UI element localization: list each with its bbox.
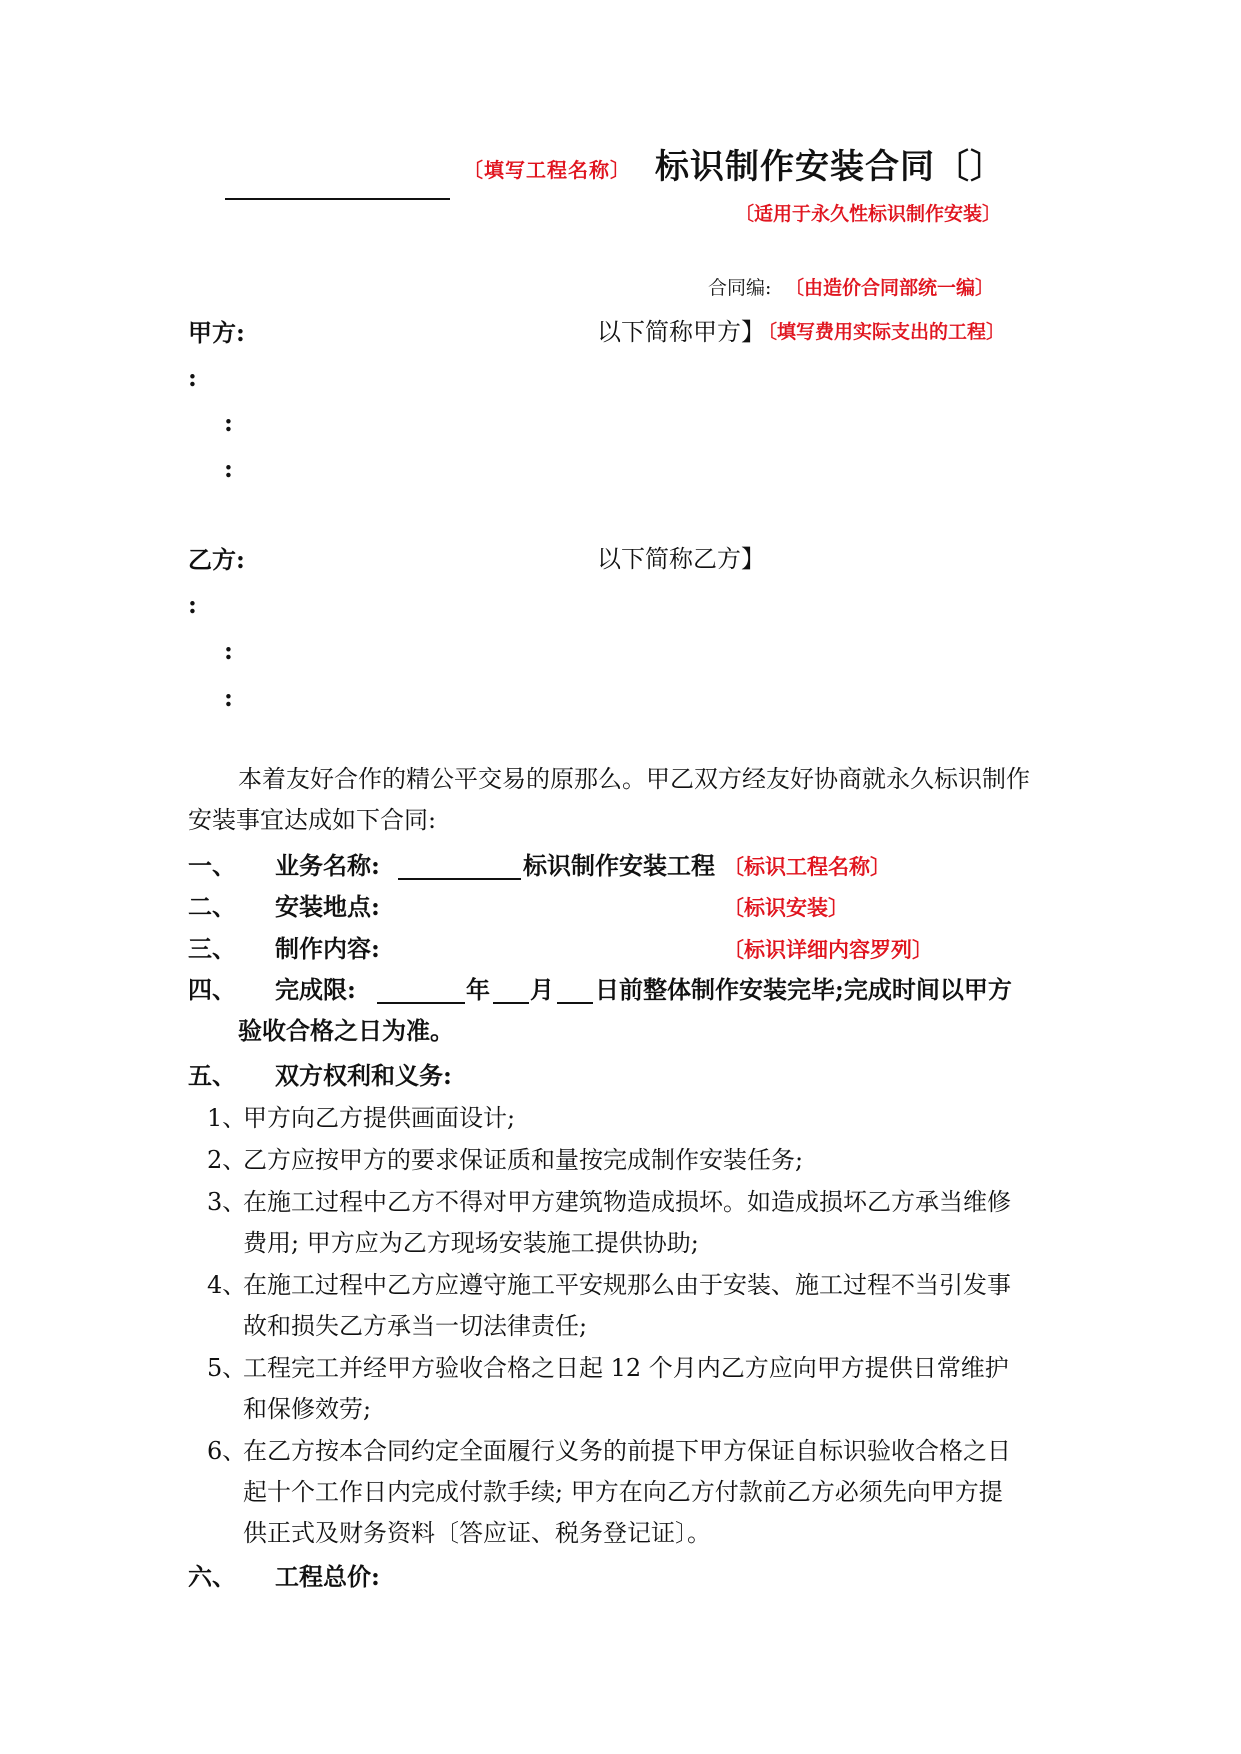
project-name-placeholder: 〔填写工程名称〕 bbox=[463, 158, 631, 182]
section-4-line-2: 验收合格之日为准。 bbox=[238, 1016, 454, 1045]
section-3-number: 三、 bbox=[188, 934, 236, 963]
section-1-number: 一、 bbox=[188, 851, 236, 880]
section-5-label: 双方权利和义务: bbox=[275, 1061, 452, 1090]
intro-line-2: 安装事宜达成如下合同: bbox=[188, 806, 437, 834]
duty-6-number: 6、 bbox=[207, 1437, 247, 1465]
section-1-label: 业务名称: bbox=[275, 851, 380, 880]
duty-3-line-1: 在施工过程中乙方不得对甲方建筑物造成损坏。如造成损坏乙方承当维修 bbox=[243, 1188, 1011, 1216]
duty-2-line-1: 乙方应按甲方的要求保证质和量按完成制作安装任务; bbox=[243, 1146, 804, 1174]
party-b-label: 乙方: bbox=[188, 545, 245, 574]
duty-1-number: 1、 bbox=[207, 1104, 247, 1132]
duty-5-line-1: 工程完工并经甲方验收合格之日起 12 个月内乙方应向甲方提供日常维护 bbox=[243, 1354, 1009, 1382]
section-1-suffix: 标识制作安装工程 bbox=[523, 851, 715, 880]
duty-1-line-1: 甲方向乙方提供画面设计; bbox=[243, 1104, 516, 1132]
section-3-note: 〔标识详细内容罗列〕 bbox=[723, 937, 933, 962]
section-2-number: 二、 bbox=[188, 892, 236, 921]
section-4-label: 完成限: bbox=[275, 975, 356, 1004]
party-b-field-3: : bbox=[224, 683, 233, 712]
section-4-number: 四、 bbox=[188, 975, 236, 1004]
section-1-note: 〔标识工程名称〕 bbox=[723, 854, 891, 879]
party-a-field-3: : bbox=[224, 454, 233, 483]
section-1-blank bbox=[398, 856, 521, 880]
section-4-month: 月 bbox=[530, 975, 554, 1004]
duty-3-number: 3、 bbox=[207, 1188, 247, 1216]
contract-number-note: 〔由造价合同部统一编〕 bbox=[785, 277, 995, 299]
section-3-label: 制作内容: bbox=[275, 934, 380, 963]
section-6-number: 六、 bbox=[188, 1562, 236, 1591]
section-4-month-blank bbox=[493, 980, 529, 1004]
duty-4-line-2: 故和损失乙方承当一切法律责任; bbox=[243, 1312, 588, 1340]
duty-4-line-1: 在施工过程中乙方应遵守施工平安规那么由于安装、施工过程不当引发事 bbox=[243, 1271, 1011, 1299]
section-6-label: 工程总价: bbox=[275, 1562, 380, 1591]
duty-6-line-1: 在乙方按本合同约定全面履行义务的前提下甲方保证自标识验收合格之日 bbox=[243, 1437, 1011, 1465]
section-4-deadline-text: 日前整体制作安装完毕;完成时间以甲方 bbox=[595, 975, 1012, 1004]
subtitle-note: 〔适用于永久性标识制作安装〕 bbox=[735, 203, 1002, 225]
section-2-label: 安装地点: bbox=[275, 892, 380, 921]
duty-4-number: 4、 bbox=[207, 1271, 247, 1299]
section-4-year: 年 bbox=[466, 975, 490, 1004]
intro-line-1: 本着友好合作的精公平交易的原那么。甲乙双方经友好协商就永久标识制作 bbox=[238, 765, 1030, 793]
duty-2-number: 2、 bbox=[207, 1146, 247, 1174]
party-a-field-1: : bbox=[188, 363, 197, 392]
duty-3-line-2: 费用; 甲方应为乙方现场安装施工提供协助; bbox=[243, 1229, 699, 1257]
section-5-number: 五、 bbox=[188, 1061, 236, 1090]
contract-number-label: 合同编: bbox=[708, 277, 772, 299]
party-b-field-1: : bbox=[188, 590, 197, 619]
party-a-label: 甲方: bbox=[188, 318, 245, 347]
party-b-field-2: : bbox=[224, 636, 233, 665]
duty-6-line-2: 起十个工作日内完成付款手续; 甲方在向乙方付款前乙方必须先向甲方提 bbox=[243, 1478, 1003, 1506]
project-name-blank bbox=[225, 198, 450, 200]
duty-5-number: 5、 bbox=[207, 1354, 247, 1382]
section-4-year-blank bbox=[377, 980, 465, 1004]
duty-5-line-2: 和保修效劳; bbox=[243, 1395, 372, 1423]
party-b-short-name: 以下简称乙方】 bbox=[597, 545, 765, 573]
document-title: 标识制作安装合同〔〕 bbox=[655, 147, 1005, 187]
section-2-note: 〔标识安装〕 bbox=[723, 895, 849, 920]
party-a-short-name: 以下简称甲方】 bbox=[597, 318, 765, 346]
duty-6-line-3: 供正式及财务资料〔答应证、税务登记证〕。 bbox=[243, 1519, 711, 1547]
party-a-note: 〔填写费用实际支出的工程〕 bbox=[758, 321, 1006, 343]
section-4-day-blank bbox=[557, 980, 593, 1004]
party-a-field-2: : bbox=[224, 408, 233, 437]
